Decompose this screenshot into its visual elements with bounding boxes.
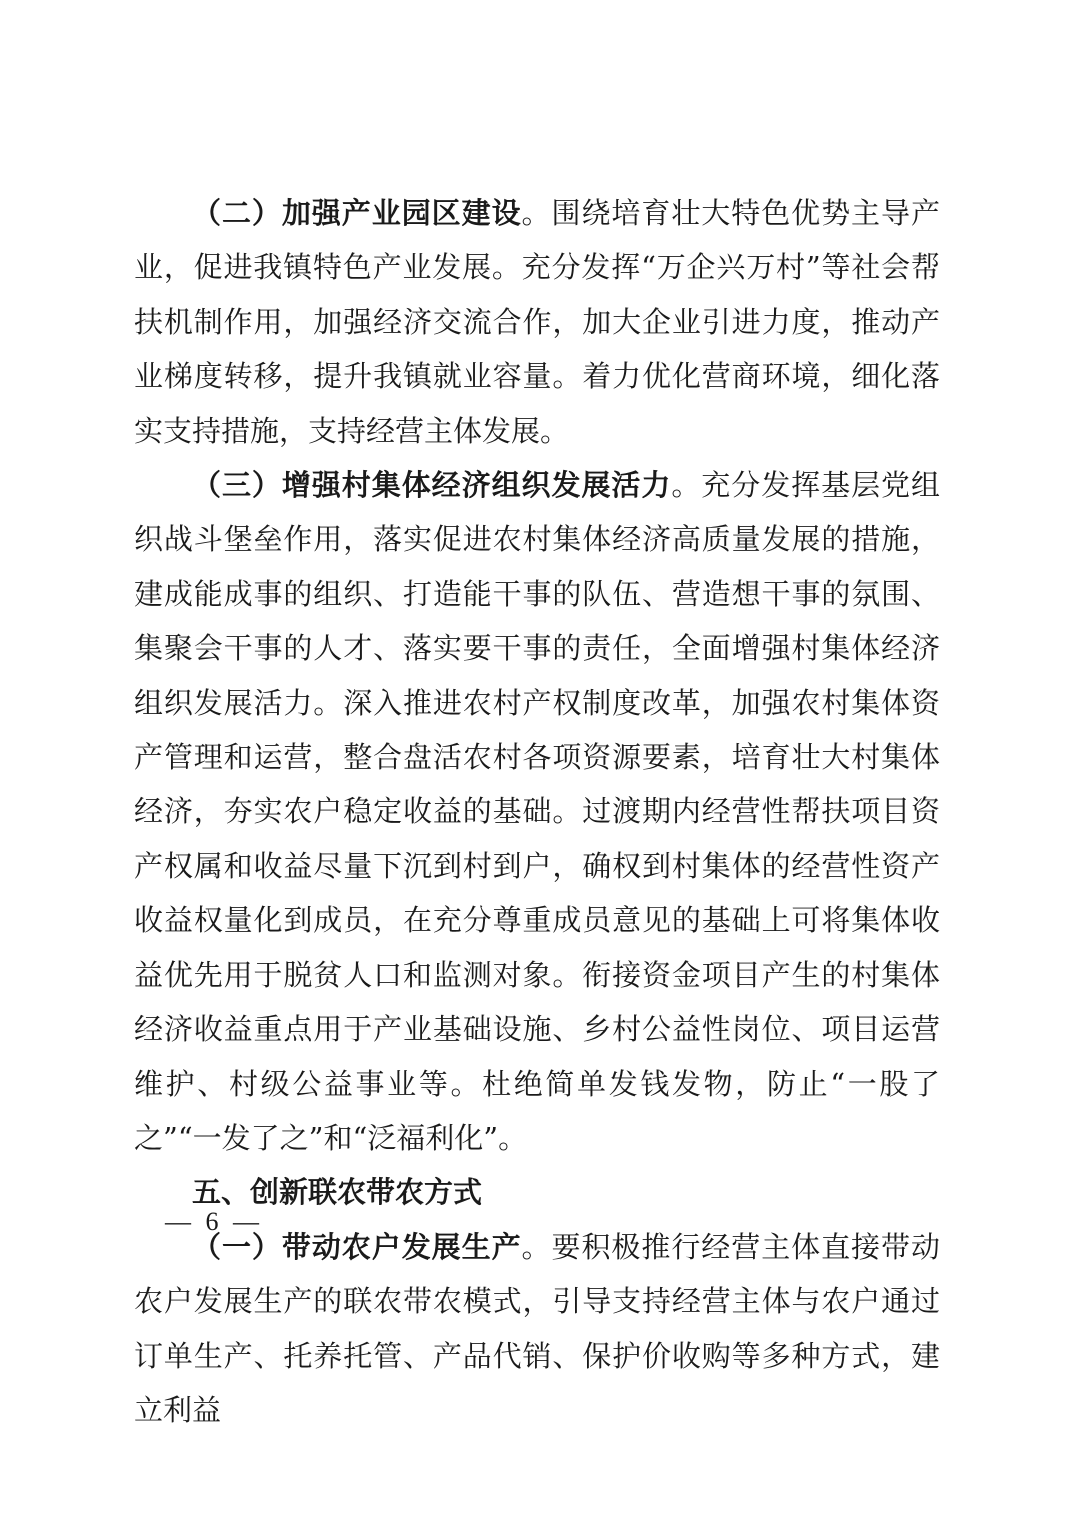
paragraph-text: 。充分发挥基层党组织战斗堡垒作用，落实促进农村集体经济高质量发展的措施，建成能成事的组织、打造能干事的队伍、营造想干事的氛围、集聚会干事的人才、落实要干事的责任，全面增强村集体经济组织发展活力。深入推进农村产权制度改革，加强农村集体资产管理和运营，整合盘活农村各项资源要素，培育壮大村集体经济，夯实农户稳定收益的基础。过渡期内经营性帮扶项目资产权属和收益尽量下沉到村到户，确权到村集体的经营性资产收益权量化到成员，在充分尊重成员意见的基础上可将集体收益优先用于脱贫人口和监测对象。衔接资金项目产生的村集体经济收益重点用于产业基础设施、乡村公益性岗位、项目运营维护、村级公益事业等。杜绝简单发钱发物，防止“一股了之”“一发了之”和“泛福利化”。	[134, 468, 940, 1155]
paragraph-industrial-park	[134, 186, 940, 458]
paragraph-lead: （三）增强村集体经济组织发展活力	[192, 468, 672, 503]
paragraph-collective-economy	[134, 458, 940, 1165]
paragraph-lead: （一）带动农户发展生产	[192, 1229, 522, 1264]
body-text	[134, 186, 940, 1437]
paragraph-text: 。围绕培育壮大特色优势主导产业，促进我镇特色产业发展。充分发挥“万企兴万村”等社会帮扶机制作用，加强经济交流合作，加大企业引进力度，推动产业梯度转移，提升我镇就业容量。着力优化营商环境，细化落实支持措施，支持经营主体发展。	[134, 196, 940, 448]
paragraph-text: 。要积极推行经营主体直接带动农户发展生产的联农带农模式，引导支持经营主体与农户通过订单生产、托养托管、产品代销、保护价收购等多种方式，建立利益	[134, 1229, 940, 1427]
paragraph-farmer-production	[134, 1220, 940, 1438]
paragraph-lead: （二）加强产业园区建设	[192, 196, 522, 230]
section-heading: 五、创新联农带农方式	[192, 1175, 483, 1210]
page-number: — 6 —	[165, 1207, 263, 1236]
